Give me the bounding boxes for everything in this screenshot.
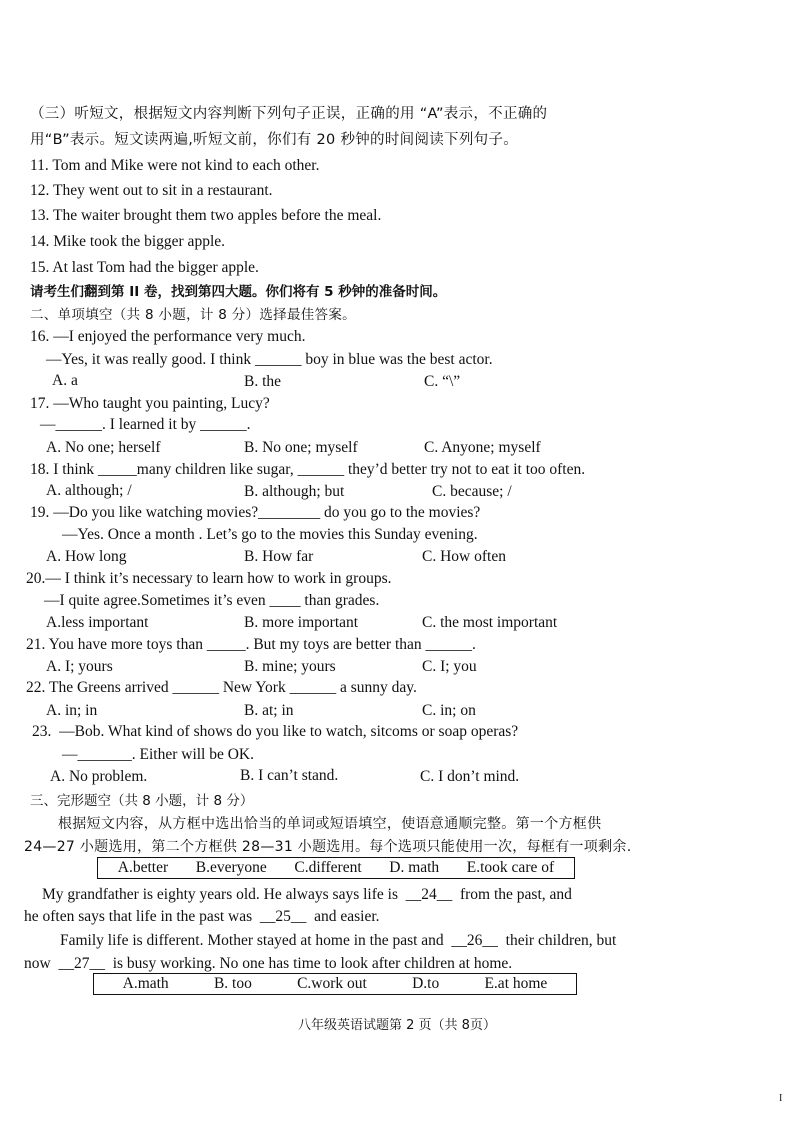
listening-item-12: 12. They went out to sit in a restaurant. [30, 182, 273, 199]
word-box-1-option-b: B.everyone [195, 859, 267, 876]
listening-item-14: 14. Mike took the bigger apple. [30, 233, 225, 250]
q22-option-c: C. in; on [422, 702, 476, 719]
question-22: 22. The Greens arrived ______ New York ______ a sunny day. [26, 679, 417, 696]
q17-option-a: A. No one; herself [46, 439, 161, 456]
section3-notice: 请考生们翻到第 II 卷，找到第四大题。你们将有 5 秒钟的准备时间。 [30, 284, 447, 300]
q16-option-a: A. a [52, 372, 78, 389]
q22-option-b: B. at; in [244, 702, 294, 719]
question-16: 16. —I enjoyed the performance very much. [30, 328, 306, 345]
q21-option-b: B. mine; yours [244, 658, 336, 675]
question-20-line2: —I quite agree.Sometimes it’s even ____ than grades. [44, 592, 380, 609]
q22-option-a: A. in; in [46, 702, 98, 719]
q20-option-c: C. the most important [422, 614, 558, 631]
q21-option-c: C. I; you [422, 658, 477, 675]
word-box-2-option-d: D.to [412, 975, 440, 992]
q17-option-b: B. No one; myself [244, 439, 358, 456]
passage-line-4: now __27__ is busy working. No one has time to look after children at home. [24, 955, 513, 972]
q20-option-b: B. more important [244, 614, 359, 631]
question-17: 17. —Who taught you painting, Lucy? [30, 395, 270, 412]
q16-option-c: C. “\” [424, 373, 461, 390]
question-19: 19. —Do you like watching movies?________ do you go to the movies? [30, 504, 481, 521]
q19-option-c: C. How often [422, 548, 506, 565]
q16-option-b: B. the [244, 373, 282, 390]
question-18: 18. I think _____many children like sugar, ______ they’d better try not to eat it too often. [30, 461, 586, 478]
question-23-line2: —_______. Either will be OK. [62, 746, 255, 763]
section3-instruction-line2: 用“B”表示。短文读两遍,听短文前，你们有 20 秒钟的时间阅读下列句子。 [30, 132, 519, 148]
q23-option-b: B. I can’t stand. [240, 767, 339, 784]
question-17-line2: —______. I learned it by ______. [40, 416, 251, 433]
q17-option-c: C. Anyone; myself [424, 439, 541, 456]
word-box-1-option-a: A.better [117, 859, 169, 876]
question-21: 21. You have more toys than _____. But my toys are better than ______. [26, 636, 476, 653]
q18-option-b: B. although; but [244, 483, 345, 500]
q21-option-a: A. I; yours [46, 658, 113, 675]
question-20: 20.— I think it’s necessary to learn how to work in groups. [26, 570, 392, 587]
part3-heading: 三、完形题空（共 8 小题，计 8 分） [30, 793, 254, 809]
part2-heading: 二、单项填空（共 8 小题，计 8 分）选择最佳答案。 [30, 307, 356, 323]
listening-item-13: 13. The waiter brought them two apples before the meal. [30, 207, 382, 224]
word-box-2 [93, 973, 577, 995]
question-16-line2: —Yes, it was really good. I think ______ boy in blue was the best actor. [46, 351, 493, 368]
page-footer: 八年级英语试题第 2 页（共 8页） [298, 1018, 496, 1033]
passage-line-1: My grandfather is eighty years old. He always says life is __24__ from the past, and [42, 886, 572, 903]
q20-option-a: A.less important [46, 614, 149, 631]
q18-option-a: A. although; / [46, 482, 132, 499]
part3-instruction-line1: 根据短文内容，从方框中选出恰当的单词或短语填空，使语意通顺完整。第一个方框供 [58, 816, 602, 832]
passage-line-2: he often says that life in the past was __25__ and easier. [24, 908, 380, 925]
word-box-2-option-b: B. too [213, 975, 252, 992]
q18-option-c: C. because; / [432, 483, 512, 500]
part3-instruction-line2: 24—27 小题选用，第二个方框供 28—31 小题选用。每个选项只能使用一次，每框有一项剩余. [24, 839, 632, 855]
q23-option-c: C. I don’t mind. [420, 768, 520, 785]
word-box-2-option-e: E.at home [484, 975, 548, 992]
section3-instruction-line1: （三）听短文，根据短文内容判断下列句子正误，正确的用 “A”表示，不正确的 [30, 106, 548, 122]
listening-item-15: 15. At last Tom had the bigger apple. [30, 259, 259, 276]
word-box-1-option-c: C.different [294, 859, 362, 876]
word-box-2-option-c: C.work out [297, 975, 367, 992]
q19-option-a: A. How long [46, 548, 127, 565]
corner-mark: I [779, 1093, 783, 1104]
word-box-1-option-d: D. math [389, 859, 440, 876]
word-box-1 [97, 857, 575, 879]
passage-line-3: Family life is different. Mother stayed at home in the past and __26__ their children, but [60, 932, 617, 949]
question-19-line2: —Yes. Once a month . Let’s go to the movies this Sunday evening. [62, 526, 478, 543]
listening-item-11: 11. Tom and Mike were not kind to each other. [30, 157, 320, 174]
word-box-1-option-e: E.took care of [466, 859, 555, 876]
q23-option-a: A. No problem. [50, 768, 148, 785]
q19-option-b: B. How far [244, 548, 314, 565]
word-box-2-option-a: A.math [122, 975, 169, 992]
question-23: 23. —Bob. What kind of shows do you like to watch, sitcoms or soap operas? [32, 723, 519, 740]
